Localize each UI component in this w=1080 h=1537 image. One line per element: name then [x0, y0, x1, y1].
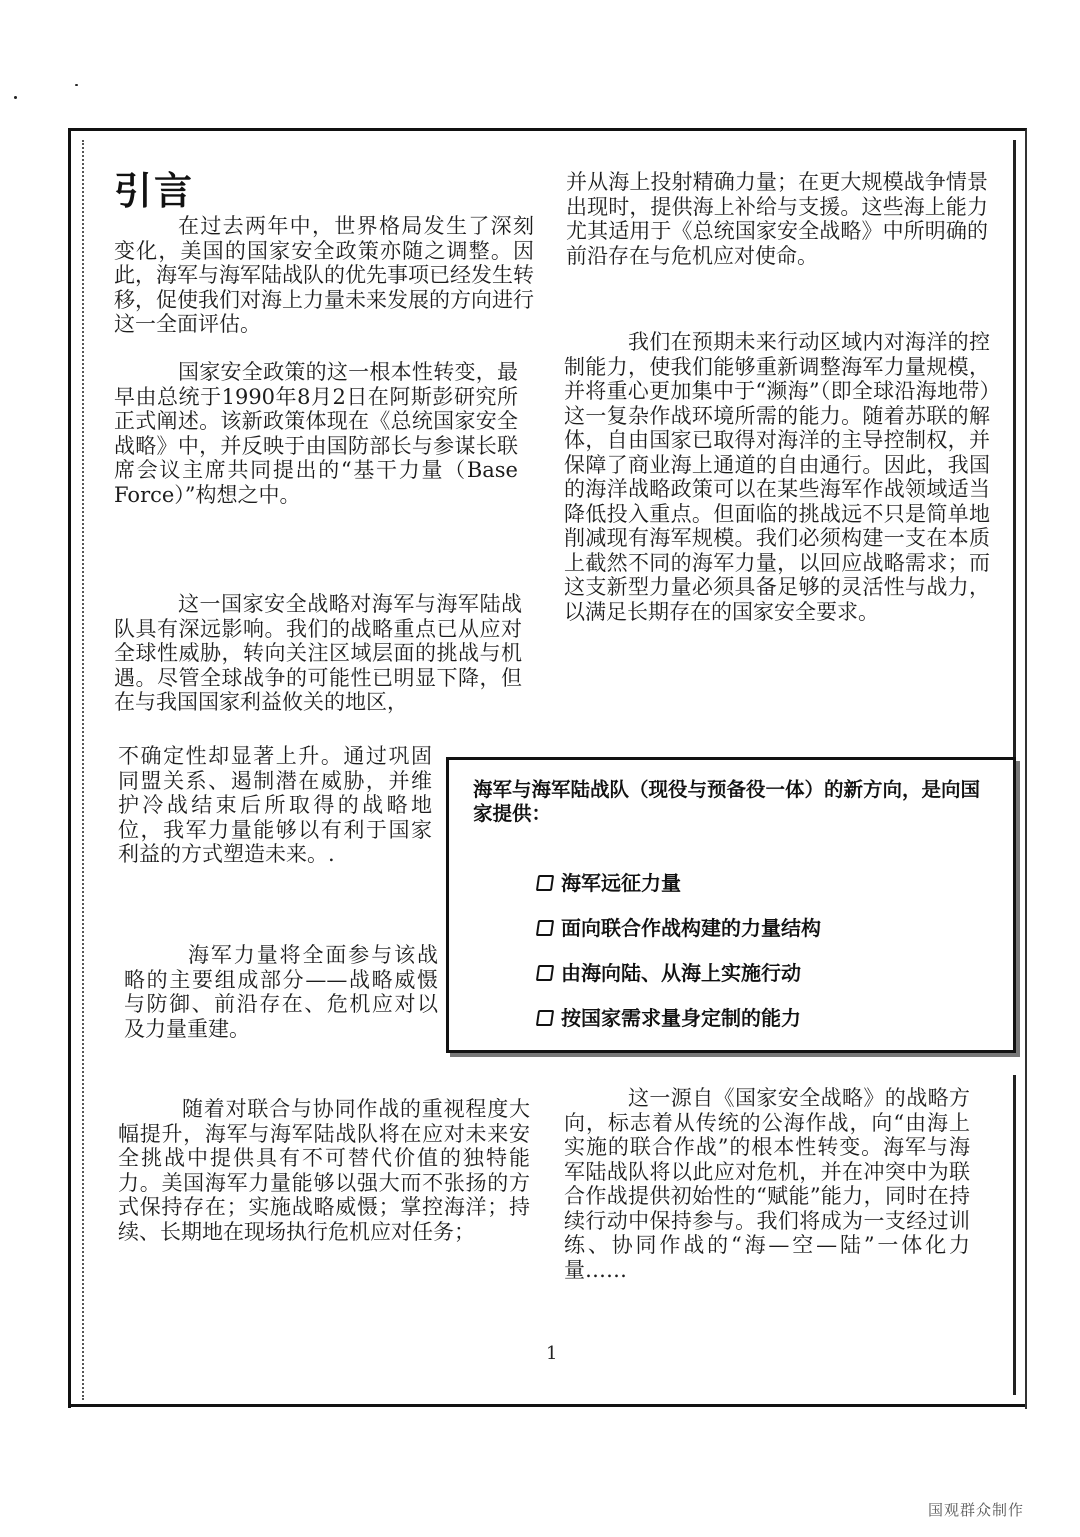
page-heading: 引言: [114, 169, 195, 213]
callout-item: [537, 868, 821, 913]
callout-item: [537, 958, 821, 1003]
checkbox-icon: [536, 965, 554, 981]
page-frame-right-rule-lower: [1013, 1075, 1016, 1395]
scan-speck: [14, 96, 17, 99]
callout-item-label: 由海向陆、从海上实施行动: [561, 961, 801, 985]
callout-item-label: 面向联合作战构建的力量结构: [561, 916, 821, 940]
page-frame-left-rule: [68, 128, 71, 1408]
page-frame-bottom-rule: [70, 1404, 1025, 1407]
checkbox-icon: [536, 920, 554, 936]
right-paragraph-1: 并从海上投射精确力量；在更大规模战争情景出现时，提供海上补给与支援。这些海上能力尤其适用于《总统国家安全战略》中所明确的前沿存在与危机应对使命。: [566, 170, 988, 268]
right-paragraph-3: 这一源自《国家安全战略》的战略方向，标志着从传统的公海作战，向“由海上实施的联合作战”的根本性转变。海军与海军陆战队将以此应对危机，并在冲突中为联合作战提供初始性的“赋能”能力，同时在持续行动中保持参与。我们将成为一支经过训练、协同作战的“海—空—陆”一体化力量……: [564, 1086, 970, 1282]
left-paragraph-5: 海军力量将全面参与该战略的主要组成部分——战略威慑与防御、前沿存在、危机应对以及力量重建。: [124, 943, 438, 1041]
page-frame-right-rule: [1013, 140, 1016, 760]
callout-box: [446, 757, 1016, 1053]
checkbox-icon: [536, 875, 554, 891]
left-paragraph-4: 不确定性却显著上升。通过巩固同盟关系、遏制潜在威胁，并维护冷战结束后所取得的战略地位，我军力量能够以有利于国家利益的方式塑造未来。.: [118, 744, 432, 866]
left-paragraph-6: 随着对联合与协同作战的重视程度大幅提升，海军与海军陆战队将在应对未来安全挑战中提供具有不可替代价值的独特能力。美国海军力量能够以强大而不张扬的方式保持存在；实施战略威慑；掌控海洋；持续、长期地在现场执行危机应对任务；: [118, 1097, 530, 1244]
watermark: 国观群众制作: [928, 1501, 1025, 1519]
left-paragraph-2: 国家安全政策的这一根本性转变，最早由总统于1990年8月2日在阿斯彭研究所正式阐述。该新政策体现在《总统国家安全战略》中，并反映于由国防部长与参谋长联席会议主席共同提出的“基干力量（Base Force）”构想之中。: [114, 360, 539, 507]
callout-item: [537, 1003, 821, 1048]
page-frame-inner-rule: [82, 140, 84, 1400]
callout-item: [537, 913, 821, 958]
callout-item-label: 按国家需求量身定制的能力: [561, 1006, 801, 1030]
checkbox-icon: [536, 1010, 554, 1026]
right-paragraph-2: 我们在预期未来行动区域内对海洋的控制能力，使我们能够重新调整海军力量规模，并将重心更加集中于“濒海”（即全球沿海地带）这一复杂作战环境所需的能力。随着苏联的解体，自由国家已取得对海洋的主导控制权，并保障了商业海上通道的自由通行。因此，我国的海洋战略政策可以在某些海军作战领域适当降低投入重点。但面临的挑战远不只是简单地削减现有海军规模。我们必须构建一支在本质上截然不同的海军力量，以回应战略需求；而这支新型力量必须具备足够的灵活性与战力，以满足长期存在的国家安全要求。: [564, 330, 990, 624]
left-paragraph-3: 这一国家安全战略对海军与海军陆战队具有深远影响。我们的战略重点已从应对全球性威胁，转向关注区域层面的挑战与机遇。尽管全球战争的可能性已明显下降，但在与我国国家利益攸关的地区，: [114, 592, 522, 714]
scan-speck: [75, 84, 78, 86]
callout-list: [537, 868, 821, 1048]
callout-item-label: 海军远征力量: [561, 871, 681, 895]
callout-title: 海军与海军陆战队（现役与预备役一体）的新方向，是向国家提供：: [473, 778, 981, 825]
page-number: 1: [546, 1343, 558, 1364]
left-paragraph-1: 在过去两年中，世界格局发生了深刻变化，美国的国家安全政策亦随之调整。因此，海军与海军陆战队的优先事项已经发生转移，促使我们对海上力量未来发展的方向进行这一全面评估。: [114, 214, 534, 336]
